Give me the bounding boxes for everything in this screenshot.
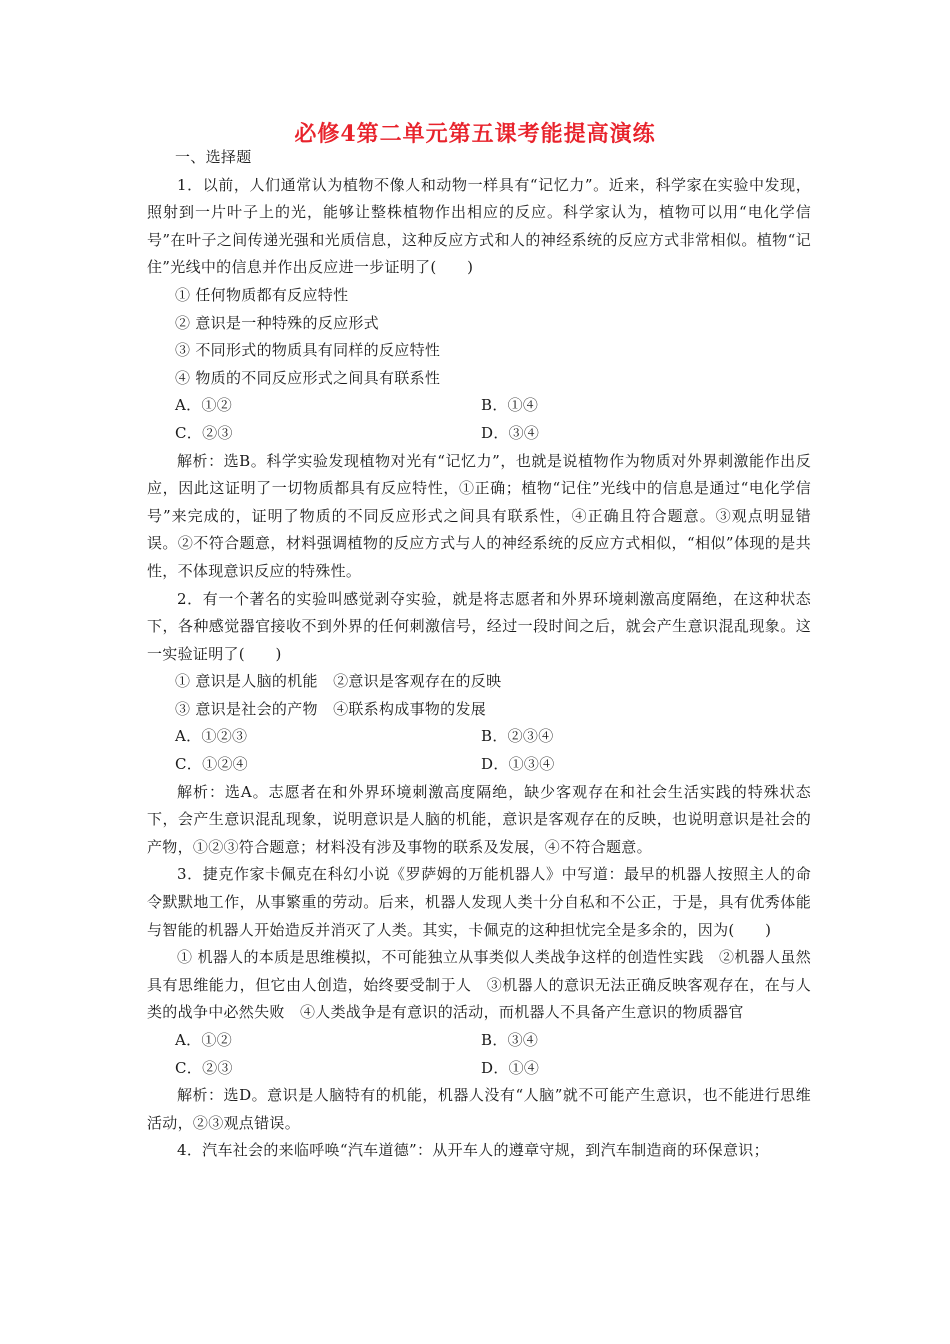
question-1-options-row — [147, 420, 811, 448]
question-1-item: ③ 不同形式的物质具有同样的反应特性 — [175, 341, 441, 360]
question-1-option-c: C．②③ — [175, 423, 233, 442]
question-3-stem: 3．捷克作家卡佩克在科幻小说《罗萨姆的万能机器人》中写道：最早的机器人按照主人的命令默默地工作，从事繁重的劳动。后来，机器人发现人类十分自私和不公正，于是，具有优秀体能与智能的机器人开始造反并消灭了人类。其实，卡佩克的这种担忧完全是多余的，因为( ) — [147, 865, 811, 939]
question-1-item: ② 意识是一种特殊的反应形式 — [175, 313, 379, 332]
question-2-option-d: D．①③④ — [481, 755, 555, 774]
question-1-item: ④ 物质的不同反应形式之间具有联系性 — [175, 368, 441, 387]
question-1-option-b: B．①④ — [481, 396, 539, 415]
question-3-option-b: B．③④ — [481, 1031, 539, 1049]
question-1-analysis: 解析：选B。科学实验发现植物对光有“记忆力”，也就是说植物作为物质对外界刺激能作出反应，因此这证明了一切物质都具有反应特性，①正确；植物“记住”光线中的信息是通过“电化学信号”来完成的，证明了物质的不同反应形式之间具有联系性，④正确且符合题意。③观点明显错误。②不符合题意，材料强调植物的反应方式与人的神经系统的反应方式相似，“相似”体现的是共性，不体现意识反应的特殊性。 — [147, 451, 811, 580]
question-2-stem: 2．有一个著名的实验叫感觉剥夺实验，就是将志愿者和外界环境刺激高度隔绝，在这种状态下，各种感觉器官接收不到外界的任何刺激信号，经过一段时间之后，就会产生意识混乱现象。这一实验证明了( ) — [147, 589, 811, 663]
question-1-option-a: A．①② — [175, 396, 233, 415]
question-2-item: ③ 意识是社会的产物 ④联系构成事物的发展 — [175, 699, 487, 718]
question-3-statements: ① 机器人的本质是思维模拟，不可能独立从事类似人类战争这样的创造性实践 ②机器人虽然具有思维能力，但它由人创造，始终要受制于人 ③机器人的意识无法正确反映客观存在，在与人类的战争中必然失败 ④人类战争是有意识的活动，而机器人不具备产生意识的物质器官 — [147, 948, 811, 1022]
question-2-option-b: B．②③④ — [481, 727, 554, 746]
question-1-item: ① 任何物质都有反应特性 — [175, 285, 349, 304]
question-4-stem: 4．汽车社会的来临呼唤“汽车道德”：从开车人的遵章守规，到汽车制造商的环保意识； — [177, 1141, 769, 1160]
question-2-options-row — [147, 751, 811, 779]
question-3-options-row — [147, 1027, 811, 1055]
question-2-item: ① 意识是人脑的机能 ②意识是客观存在的反映 — [175, 672, 502, 691]
question-3-analysis: 解析：选D。意识是人脑特有的机能，机器人没有“人脑”就不可能产生意识，也不能进行思维活动，②③观点错误。 — [147, 1086, 811, 1132]
page-title: 必修4第二单元第五课考能提高演练 — [294, 121, 656, 147]
document-body — [147, 144, 811, 1165]
question-3-option-d: D．①④ — [481, 1058, 540, 1077]
question-1-option-d: D．③④ — [481, 423, 540, 442]
question-2-option-c: C．①②④ — [175, 755, 248, 774]
question-1-stem: 1．以前，人们通常认为植物不像人和动物一样具有“记忆力”。近来，科学家在实验中发现，照射到一片叶子上的光，能够让整株植物作出相应的反应。科学家认为，植物可以用“电化学信号”在叶子之间传递光强和光质信息，这种反应方式和人的神经系统的反应方式非常相似。植物“记住”光线中的信息并作出反应进一步证明了( ) — [147, 175, 811, 277]
question-2-options-row — [147, 723, 811, 751]
question-3-option-c: C．②③ — [175, 1058, 233, 1077]
section-heading: 一、选择题 — [175, 148, 252, 166]
question-3-option-a: A．①② — [175, 1031, 233, 1049]
question-1-options-row — [147, 392, 811, 420]
question-2-option-a: A．①②③ — [175, 727, 248, 746]
question-2-analysis: 解析：选A。志愿者在和外界环境刺激高度隔绝，缺少客观存在和社会生活实践的特殊状态下，会产生意识混乱现象，说明意识是人脑的机能，意识是客观存在的反映，也说明意识是社会的产物，①②③符合题意；材料没有涉及事物的联系及发展，④不符合题意。 — [147, 782, 811, 856]
question-3-options-row — [147, 1055, 811, 1083]
